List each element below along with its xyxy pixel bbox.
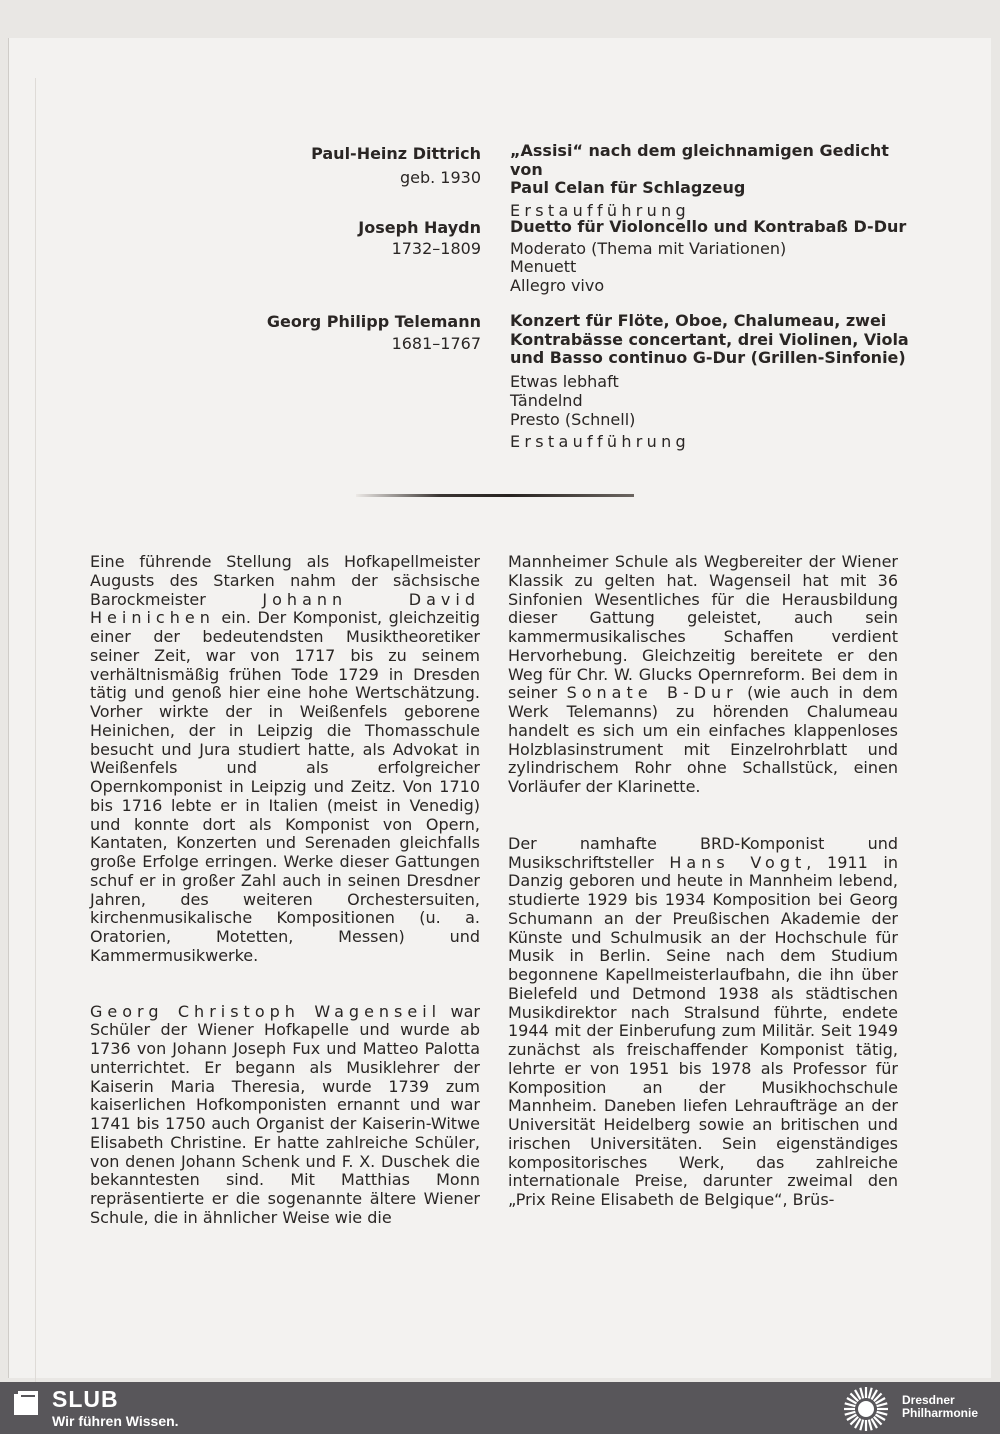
paragraph xyxy=(90,553,480,966)
highlighted-name: Sonate B-Dur xyxy=(566,683,738,703)
paragraph xyxy=(508,553,898,797)
composer xyxy=(358,218,481,258)
highlighted-name: Hans Vogt xyxy=(669,852,807,872)
sunburst-ray xyxy=(845,1403,856,1406)
work-title-line: Duetto für Violoncello und Kontrabaß D-Dur xyxy=(510,217,907,236)
composer-name: Georg Philipp Telemann xyxy=(266,312,481,331)
work xyxy=(510,218,910,296)
paragraph xyxy=(90,1003,480,1228)
text-column-left xyxy=(90,553,480,1228)
text-run: , 1911 in Danzig geboren und heute in Mannheim lebend, studierte 1929 bis 1934 Komposition bei Georg Schumann an der Preußischen Akademie der Künste und Schulmusik an der Hochschule für Musik in Berlin. Seine nach dem Studium begonnene Kapellmeisterlaufbahn, die ihn über Bielefeld und Detmond 1938 als städtischen Musikdirektor nach Stralsund führte, endete 1944 mit der Einberufung zum Militär. Seit 1949 zunächst als freischaffender Komponist tätig, lehrte er von 1951 bis 1978 als Professor für Komposition an der Musikhochschule Mannheim. Daneben liefen Lehraufträge an der Universität Heidelberg sowie an britischen und irischen Universitäten. Sein eigenständiges kompositorisches Werk, das zahlreiche internationale Preise, darunter zweimal den „Prix Reine Elisabeth de Belgique“, Brüs- xyxy=(508,852,898,1209)
text-run: ein. Der Komponist, gleichzeitig einer der bedeutendsten Musiktheoretiker seiner Zeit, war von 1717 bis zu seinem verhältnismäßig frühen Tode 1729 in Dresden tätig und genoß hier eine hohe Wertschätzung. Vorher wirkte der in Weißenfels geborene Heinichen, der in Leipzig die Thomasschule besucht und Jura studiert hatte, als Advokat in Weißenfels und als erfolgreicher Opernkomponist in Leipzig und Zeitz. Von 1710 bis 1716 lebte er in Italien (meist in Venedig) und konnte dort als Komponist von Opern, Kantaten, Konzerten und Serenaden gleichfalls große Erfolge erringen. Werke dieser Gattungen schuf er in großer Zahl auch in seinen Dresdner Jahren, des weiteren Orchestersuiten, kirchenmusikalische Kompositionen (u. a. Oratorien, Motetten, Messen) und Kammermusikwerke. xyxy=(90,608,480,965)
highlighted-name: Johann David Heinichen xyxy=(90,589,480,628)
section-divider xyxy=(356,494,634,497)
sunburst-ray xyxy=(877,1403,888,1406)
work-title-line: Konzert für Flöte, Oboe, Chalumeau, zwei xyxy=(510,311,887,330)
sunburst-ray xyxy=(860,1420,863,1431)
slub-logo-text[interactable]: SLUB xyxy=(52,1386,119,1412)
paragraph xyxy=(508,835,898,1210)
work xyxy=(510,312,910,452)
sunburst-ray xyxy=(845,1412,856,1415)
composer-dates: geb. 1930 xyxy=(399,168,481,187)
composer-dates: 1681–1767 xyxy=(391,334,481,353)
footer-bar xyxy=(0,1382,1000,1434)
slub-tagline: Wir führen Wissen. xyxy=(52,1413,179,1429)
composer-name: Joseph Haydn xyxy=(358,218,481,237)
movement: Presto (Schnell) xyxy=(510,409,636,429)
composer-name: Paul-Heinz Dittrich xyxy=(311,144,481,163)
text-run: Der namhafte BRD-Komponist und Musikschriftsteller xyxy=(508,833,898,872)
work-note: Erstaufführung xyxy=(510,201,691,221)
sunburst-ray xyxy=(860,1388,863,1399)
sunburst-ray xyxy=(877,1412,888,1415)
work xyxy=(510,142,910,221)
partner-name-line: Philharmonie xyxy=(902,1406,979,1420)
composer-dates: 1732–1809 xyxy=(391,239,481,258)
slub-book-icon xyxy=(12,1388,42,1418)
sunburst-ray xyxy=(869,1388,872,1399)
highlighted-name: Georg Christoph Wagenseil xyxy=(90,1001,442,1021)
text-run: Eine führende Stellung als Hofkapellmeister Augusts des Starken nahm der sächsische Barockmeister xyxy=(90,552,480,609)
program-page xyxy=(8,38,991,1378)
text-run: Mannheimer Schule als Wegbereiter der Wiener Klassik zu gelten hat. Wagenseil hat mit 36 Sinfonien Wesentliches für die Herausbildung dieser Gattung geleistet, auch sein kammermusikalisches Schaffen verdient Hervorhebung. Gleichzeitig bereitete er den Weg für Chr. W. Glucks Opernreform. Bei dem in seiner xyxy=(508,552,898,703)
text-run: (wie auch in dem Werk Telemanns) zu hörenden Chalumeau handelt es sich um ein einfaches klappenloses Holzblasinstrument mit Einzelrohrblatt und zylindrischem Rohr ohne Schallstück, einen Vorläufer der Klarinette. xyxy=(508,683,898,796)
philharmonie-sunburst-icon xyxy=(842,1385,890,1433)
text-run: war Schüler der Wiener Hofkapelle und wurde ab 1736 von Johann Joseph Fux und Matteo Palotta unterrichtet. Er begann als Musiklehrer der Kaiserin Maria Theresia, wurde 1739 zum kaiserlichen Hofkomponisten ernannt und war 1741 bis 1750 auch Organist der Kaiserin-Witwe Elisabeth Christine. Er hatte zahlreiche Schüler, von denen Johann Schenk und F. X. Duschek die bekanntesten sind. Mit Matthias Monn repräsentierte er die sogenannte ältere Wiener Schule, die in ähnlicher Weise wie die xyxy=(90,1001,480,1227)
partner-name-line: Dresdner xyxy=(902,1393,955,1407)
partner-logo-text[interactable] xyxy=(902,1394,978,1420)
movement: Tändelnd xyxy=(510,390,583,410)
composer xyxy=(267,312,481,353)
sunburst-ray xyxy=(869,1420,872,1431)
work-title-line: Paul Celan für Schlagzeug xyxy=(510,178,746,198)
movement: Menuett xyxy=(510,257,577,277)
work-title-line: und Basso continuo G-Dur (Grillen-Sinfonie) xyxy=(510,348,906,368)
text-column-right xyxy=(508,553,898,1210)
work-note: Erstaufführung xyxy=(510,432,691,452)
composer xyxy=(311,144,481,187)
work-title-line: „Assisi“ nach dem gleichnamigen Gedicht von xyxy=(510,141,889,179)
movement: Allegro vivo xyxy=(510,276,605,296)
movement: Etwas lebhaft xyxy=(510,372,619,392)
movement: Moderato (Thema mit Variationen) xyxy=(510,238,787,258)
work-title-line: Kontrabässe concertant, drei Violinen, Viola xyxy=(510,329,909,349)
page-crease xyxy=(35,78,36,1408)
